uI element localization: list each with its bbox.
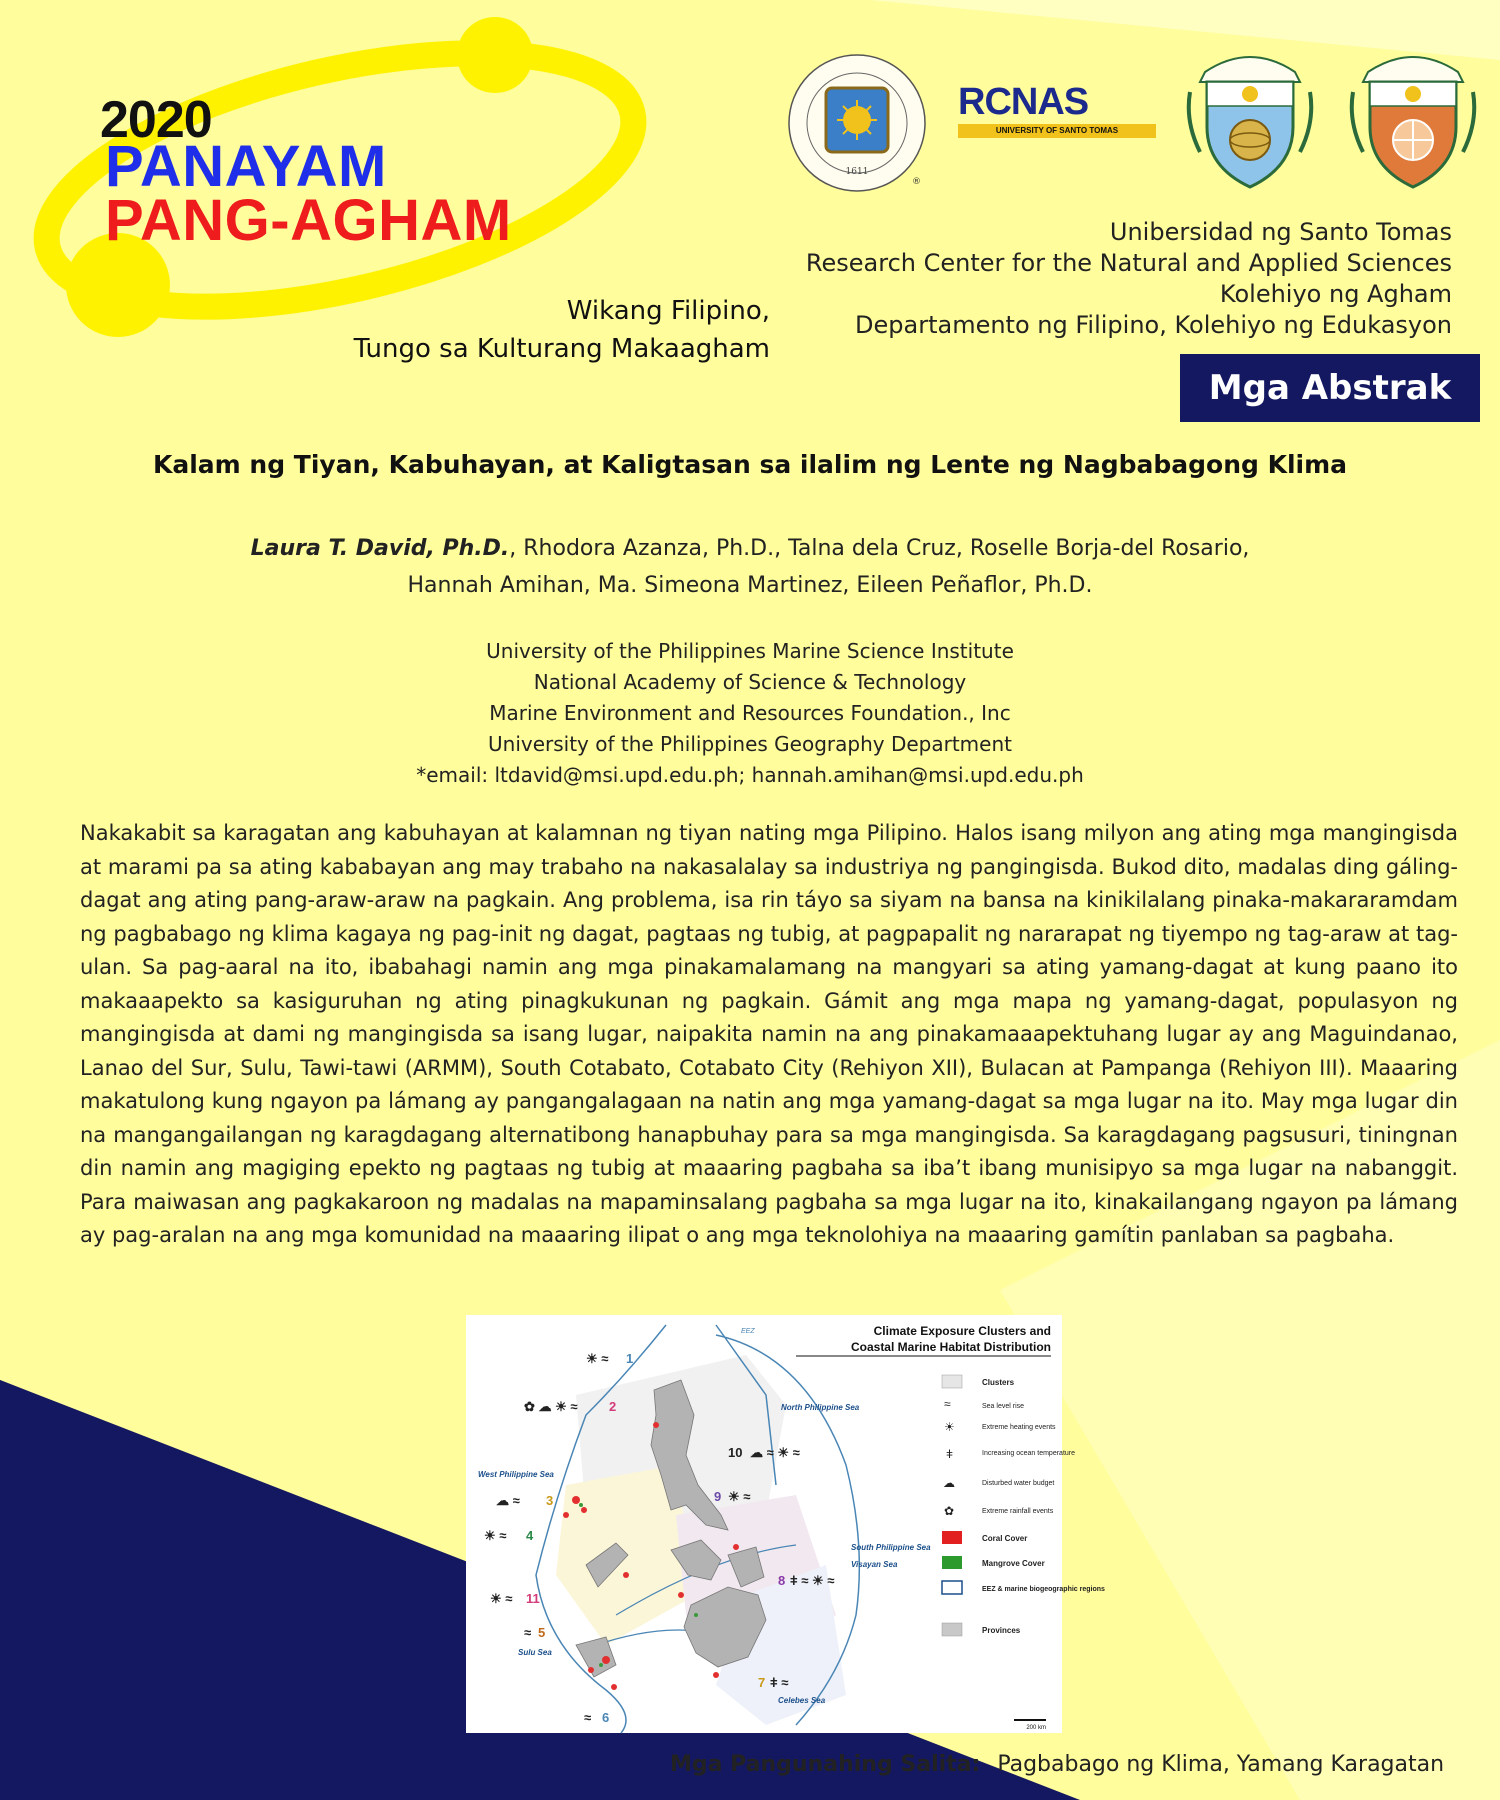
section-label: Mga Abstrak <box>1180 354 1480 422</box>
cluster-number-10: 10 <box>728 1445 743 1460</box>
logo-year: 2020 <box>100 91 212 149</box>
contact-email: *email: ltdavid@msi.upd.edu.ph; hannah.amihan@msi.upd.edu.ph <box>416 763 1084 787</box>
institution-rcnas: Research Center for the Natural and Applied Sciences <box>805 249 1452 277</box>
water-budget-icon: ☁ <box>943 1476 955 1490</box>
svg-text:®: ® <box>912 177 921 187</box>
legend-coral: Coral Cover <box>982 1534 1028 1543</box>
institution-ust: Unibersidad ng Santo Tomas <box>1109 218 1452 246</box>
legend-ocean-temp: Increasing ocean temperature <box>982 1450 1075 1457</box>
legend-swatch-clusters <box>942 1375 962 1388</box>
svg-text:☁ ≈: ☁ ≈ <box>496 1493 520 1508</box>
legend-swatch-eez <box>942 1581 962 1594</box>
authors-line1: , Rhodora Azanza, Ph.D., Talna dela Cruz, Roselle Borja-del Rosario, <box>509 536 1250 561</box>
abstract-text: Nakakabit sa karagatan ang kabuhayan at kalamnan ng tiyan nating mga Pilipino. Halos isang milyon ang ating mga mangingisda at marami pa sa ating kababayan ang may trabaho na nakasalalay sa industriya ng pangingisda. Bukod dito, madalas ding gáling-dagat ang ating pang-araw-araw na pagkain. Ang problema, isa rin táyo sa siyam na bansa na kinikilalang pinaka-makararamdam ng pagbabago ng klima kagaya ng pag-init ng dagat, pagtaas ng tubig, at pagpapalit ng nararapat ng tiyempo ng tag-araw at tag-ulan. Sa pag-aaral na ito, ibabahagi namin ang mga pinakamalamang na mangyari sa ating yamang-dagat at kung paano ito makaaapekto sa kasiguruhan ng ating pinagkukunan ng pagkain. Gámit ang mga mapa ng yamang-dagat, populasyon ng mangingisda at dami ng mangingisda sa isang lugar, naipakita namin na ang pinakamaaapektuhang lugar ay ang Maguindanao, Lanao del Sur, Sulu, Tawi-tawi (ARMM), South Cotabato, Cotabato City (Rehiyon XII), Bulacan at Pampanga (Rehiyon III). Maaaring makatulong kung ngayon pa lámang ay pangangalagaan na natin ang mga yamang-dagat sa mga lugar na ito. May mga lugar din na mangangailangan ng karagdagang alternatibong hanapbuhay para sa mga mangingisda. Sa karagdagang pagsusuri, tiningnan din namin ang magiging epekto ng pagtaas ng tubig at maaaring pagbaha sa iba’t ibang munisipyo sa mga lugar na nabanggit. Para maiwasan ang pagkakaroon ng madalas na mapaminsalang pagbaha sa mga lugar na ito, kinakailangang ngayon pa lámang ay pag-aralan na ang mga komunidad na maaaring ilipat o ang mga teknolohiya na maaaring gamítin panlaban sa pagbaha. <box>80 821 1458 1247</box>
legend-heating: Extreme heating events <box>982 1424 1056 1431</box>
institution-list <box>732 217 1452 341</box>
cluster-number-8: 8 <box>778 1573 786 1588</box>
svg-text:✿ ☁ ☀ ≈: ✿ ☁ ☀ ≈ <box>524 1399 578 1414</box>
heat-icon: ☀ <box>944 1420 955 1434</box>
affiliations <box>150 636 1350 791</box>
thermometer-icon: ǂ <box>946 1447 954 1461</box>
affiliation-geography: University of the Philippines Geography Department <box>488 732 1012 756</box>
cluster-number-7: 7 <box>758 1675 766 1690</box>
logo-title-panayam: PANAYAM <box>105 134 387 199</box>
legend-water-budget: Disturbed water budget <box>982 1480 1055 1487</box>
affiliation-nast: National Academy of Science & Technology <box>533 670 967 694</box>
map-label-west-sea: West Philippine Sea <box>478 1470 554 1479</box>
sea-level-icon: ≈ <box>944 1397 951 1411</box>
ust-seal-year: 1611 <box>845 167 869 177</box>
svg-text:☀ ≈: ☀ ≈ <box>490 1591 513 1606</box>
cluster-number-6: 6 <box>602 1710 610 1725</box>
legend-swatch-mangrove <box>942 1556 962 1569</box>
rcnas-logo <box>958 82 1158 152</box>
svg-text:☀ ≈: ☀ ≈ <box>484 1528 507 1543</box>
legend-swatch-provinces <box>942 1623 962 1636</box>
college-of-science-crest <box>1185 42 1315 192</box>
institution-filipino-dept: Departamento ng Filipino, Kolehiyo ng Edukasyon <box>855 311 1452 339</box>
cluster-number-11: 11 <box>526 1591 540 1606</box>
tagline-line1: Wikang Filipino, <box>566 296 770 326</box>
map-title-line1: Climate Exposure Clusters and <box>873 1324 1051 1338</box>
ust-seal-logo <box>784 50 930 196</box>
legend-eez: EEZ & marine biogeographic regions <box>982 1586 1105 1593</box>
paper-title: Kalam ng Tiyan, Kabuhayan, at Kaligtasan sa ilalim ng Lente ng Nagbabagong Klima <box>152 450 1348 479</box>
legend-swatch-coral <box>942 1531 962 1544</box>
cluster-number-3: 3 <box>546 1493 554 1508</box>
rcnas-logo-subtitle: UNIVERSITY OF SANTO TOMAS <box>958 124 1156 138</box>
cluster-number-2: 2 <box>609 1399 617 1414</box>
legend-provinces: Provinces <box>982 1626 1021 1635</box>
keywords-label: Mga Pangunahing Salita: <box>670 1752 981 1777</box>
svg-text:ǂ ≈ ☀ ≈: ǂ ≈ ☀ ≈ <box>790 1573 835 1588</box>
map-label-visayan-sea: Visayan Sea <box>851 1560 898 1569</box>
svg-text:☁ ≈ ☀ ≈: ☁ ≈ ☀ ≈ <box>750 1445 800 1460</box>
map-label-sulu-sea: Sulu Sea <box>518 1648 552 1657</box>
svg-text:≈: ≈ <box>524 1625 532 1640</box>
map-label-north-sea: North Philippine Sea <box>781 1403 860 1412</box>
svg-text:ǂ ≈: ǂ ≈ <box>770 1675 789 1690</box>
svg-text:☀ ≈: ☀ ≈ <box>586 1351 609 1366</box>
scale-bar-label: 200 km <box>1026 1725 1046 1731</box>
cluster-number-5: 5 <box>538 1625 546 1640</box>
lead-author: Laura T. David, Ph.D. <box>250 536 510 561</box>
map-label-eez: EEZ <box>741 1328 755 1335</box>
keywords <box>670 1752 1490 1777</box>
authors <box>100 530 1400 604</box>
tagline-line2: Tungo sa Kulturang Makaagham <box>353 334 770 364</box>
college-of-education-crest <box>1348 42 1478 192</box>
legend-mangrove: Mangrove Cover <box>982 1559 1045 1568</box>
legend-sea-level: Sea level rise <box>982 1403 1025 1410</box>
rcnas-logo-text: RCNAS <box>958 81 1089 123</box>
cluster-number-4: 4 <box>526 1528 534 1543</box>
svg-text:≈: ≈ <box>584 1710 592 1725</box>
logo-title-pang-agham: PANG-AGHAM <box>105 188 512 253</box>
institution-college-science: Kolehiyo ng Agham <box>1219 280 1452 308</box>
legend-clusters: Clusters <box>982 1378 1015 1387</box>
legend-rainfall: Extreme rainfall events <box>982 1508 1054 1515</box>
map-title-line2: Coastal Marine Habitat Distribution <box>850 1340 1051 1354</box>
affiliation-merf: Marine Environment and Resources Foundation., Inc <box>489 701 1011 725</box>
map-label-celebes-sea: Celebes Sea <box>778 1696 826 1705</box>
tagline <box>330 292 770 368</box>
keywords-value: Pagbabago ng Klima, Yamang Karagatan <box>997 1752 1445 1777</box>
map-label-south-sea: South Philippine Sea <box>851 1543 931 1552</box>
affiliation-msi: University of the Philippines Marine Science Institute <box>486 639 1014 663</box>
rainfall-icon: ✿ <box>944 1504 955 1518</box>
cluster-number-9: 9 <box>714 1489 722 1504</box>
svg-text:☀ ≈: ☀ ≈ <box>728 1489 751 1504</box>
climate-exposure-map <box>466 1315 1105 1733</box>
authors-line2: Hannah Amihan, Ma. Simeona Martinez, Eileen Peñaflor, Ph.D. <box>407 573 1093 598</box>
cluster-number-1: 1 <box>626 1351 634 1366</box>
